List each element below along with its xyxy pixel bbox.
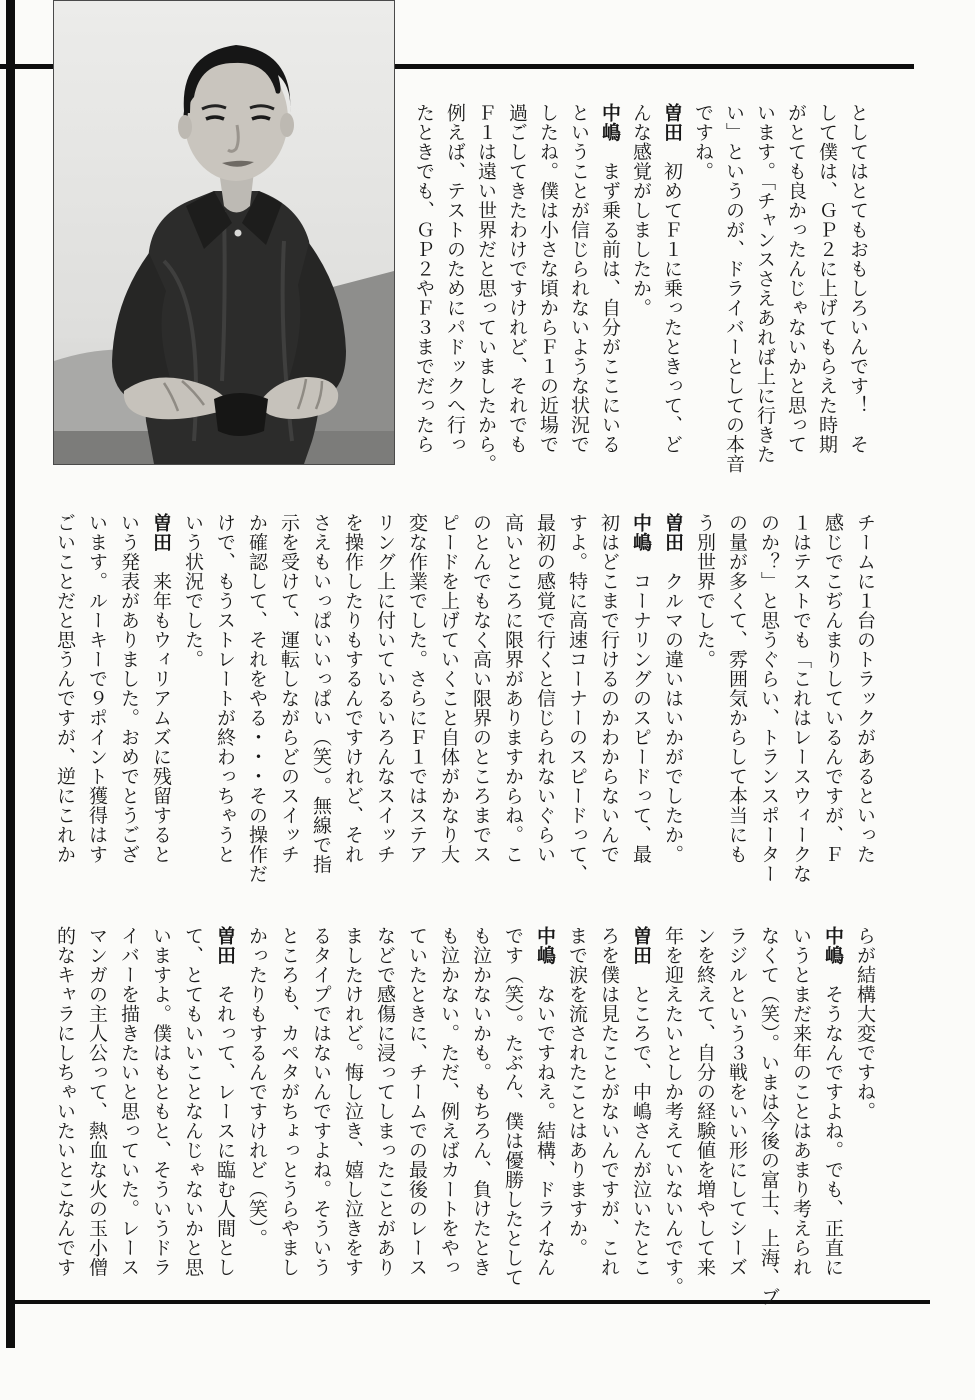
text-column: て、とてもいいことなんじゃないかと思 [182,926,203,1277]
text-column: などで感傷に浸ってしまったことがあり [374,926,395,1277]
text-column: ろを僕は見たことがないんですが、これ [598,926,619,1277]
speaker-name: 曽田 [150,513,171,552]
text-column: たときでも、ＧＰ２やＦ３までだったら [413,103,434,454]
text-column: けで、もうストレートが終わっちゃうと [214,513,235,864]
text-block-bottom [48,926,880,1307]
text-column: 曽田 初めてＦ１に乗ったときって、ど [661,103,682,454]
speaker-name: 中嶋 [599,103,620,142]
left-edge-rule [6,0,15,1348]
text-column: ですね。 [692,103,713,181]
text-column: 例えば、テストのためにパドックへ行っ [444,103,465,454]
speaker-name: 曽田 [630,926,651,965]
text-column: いう状況でした。 [182,513,203,669]
text-column: か確認して、それをやる・・・その操作だ [246,513,267,884]
text-column: ラジルという３戦をいい形にしてシーズ [726,926,747,1277]
text-column: 中嶋 ないですねえ。結構、ドライなん [534,926,555,1277]
text-column: いますよ。僕はもともと、そういうドラ [150,926,171,1277]
text-column: を操作したりもするんですけれど、それ [342,513,363,864]
text-column: います。「チャンスさえあれば上に行きた [754,103,775,464]
text-column: 高いところに限界がありますからね。こ [502,513,523,864]
eye-right [252,117,270,119]
text-column: んな感覚がしましたか。 [630,103,651,318]
speaker-name: 曽田 [662,513,683,552]
text-column: の量が多くて、雰囲気からして本当にも [726,513,747,864]
text-column: 示を受けて、運転しながらどのスイッチ [278,513,299,864]
held-object [214,393,268,436]
text-column: い」というのが、ドライバーとしての本音 [723,103,744,474]
text-column: です（笑）。たぶん、僕は優勝したとして [502,926,523,1287]
text-column: まで涙を流されたことはありますか。 [566,926,587,1258]
text-column: Ｆ１は遠い世界だと思っていましたから。 [475,103,496,474]
text-column: さえもいっぱいいっぱい（笑）。無線で指 [310,513,331,874]
text-column: ピードを上げていくこと自体がかなり大 [438,513,459,864]
text-column: チームに１台のトラックがあるといった [854,513,875,864]
text-column: 曽田 クルマの違いはいかがでしたか。 [662,513,683,864]
text-block-middle [48,513,880,884]
text-column: も泣かない。ただ、例えばカートをやっ [438,926,459,1277]
speaker-name: 曽田 [214,926,235,965]
text-block-top [408,103,873,474]
speaker-name: 曽田 [661,103,682,142]
text-column: 曽田 来年もウィリアムズに残留すると [150,513,171,864]
text-column: １はテストでも「これはレースウィークな [790,513,811,884]
text-column: 感じでこぢんまりしているんですが、Ｆ [822,513,843,864]
text-column: 中嶋 コーナリングのスピードって、最 [630,513,651,864]
speaker-name: 中嶋 [630,513,651,552]
text-column: ンを終えて、自分の経験値を増やして来 [694,926,715,1277]
text-column: 年を迎えたいとしか考えていないんです。 [662,926,683,1297]
interviewee-photo [53,0,395,465]
text-column: らが結構大変ですね。 [854,926,875,1121]
text-column: のか？」と思うぐらい、トランスポーター [758,513,779,884]
text-column: なくて（笑）。いまは今後の富士、上海、ブ [758,926,779,1307]
text-column: ということが信じられないような状況で [568,103,589,454]
text-column: のとんでもなく高い限界のところまでス [470,513,491,864]
text-column: マンガの主人公って、熱血な火の玉小僧 [86,926,107,1277]
portrait-illustration [54,1,394,464]
text-column: 的なキャラにしちゃいたいとこなんです [54,926,75,1277]
text-column: したね。僕は小さな頃からＦ１の近場で [537,103,558,454]
text-column: 中嶋 まず乗る前は、自分がここにいる [599,103,620,454]
text-column: ていたときに、チームでの最後のレース [406,926,427,1277]
text-column: 曽田 ところで、中嶋さんが泣いたとこ [630,926,651,1277]
text-column: 最初の感覚で行くと信じられないぐらい [534,513,555,864]
shirt-button [235,230,242,237]
eye-left [206,117,224,119]
text-column: ところも、カペタがちょっとうらやまし [278,926,299,1277]
text-column: して僕は、ＧＰ２に上げてもらえた時期 [816,103,837,454]
text-column: すよ。特に高速コーナーのスピードって、 [566,513,587,884]
ear-left [178,115,192,139]
text-column: いう発表がありました。おめでとうござ [118,513,139,864]
text-column: 初はどこまで行けるのかわからないんで [598,513,619,864]
text-column: 中嶋 そうなんですよね。でも、正直に [822,926,843,1277]
text-column: るタイプではないんですよね。そういう [310,926,331,1277]
text-column: います。ルーキーで９ポイント獲得はす [86,513,107,864]
ear-right [280,113,294,137]
text-column: かったりもするんですけれど（笑）。 [246,926,267,1248]
text-column: 変な作業でした。さらにＦ１ではステア [406,513,427,864]
text-column: 曽田 それって、レースに臨む人間とし [214,926,235,1277]
text-column: がとても良かったんじゃないかと思って [785,103,806,454]
text-column: イバーを描きたいと思っていた。レース [118,926,139,1277]
text-column: う別世界でした。 [694,513,715,669]
text-column: ましたけれど。悔し泣き、嬉し泣きをす [342,926,363,1277]
speaker-name: 中嶋 [534,926,555,965]
text-column: ごいことだと思うんですが、逆にこれか [54,513,75,864]
speaker-name: 中嶋 [822,926,843,965]
text-column: も泣かないかも。もちろん、負けたとき [470,926,491,1277]
text-column: いうとまだ来年のことはあまり考えられ [790,926,811,1277]
text-column: 過ごしてきたわけですけれど、それでも [506,103,527,454]
text-column: リング上に付いているいろんなスイッチ [374,513,395,864]
text-column: としてはとてもおもしろいんです！ そ [847,103,868,454]
